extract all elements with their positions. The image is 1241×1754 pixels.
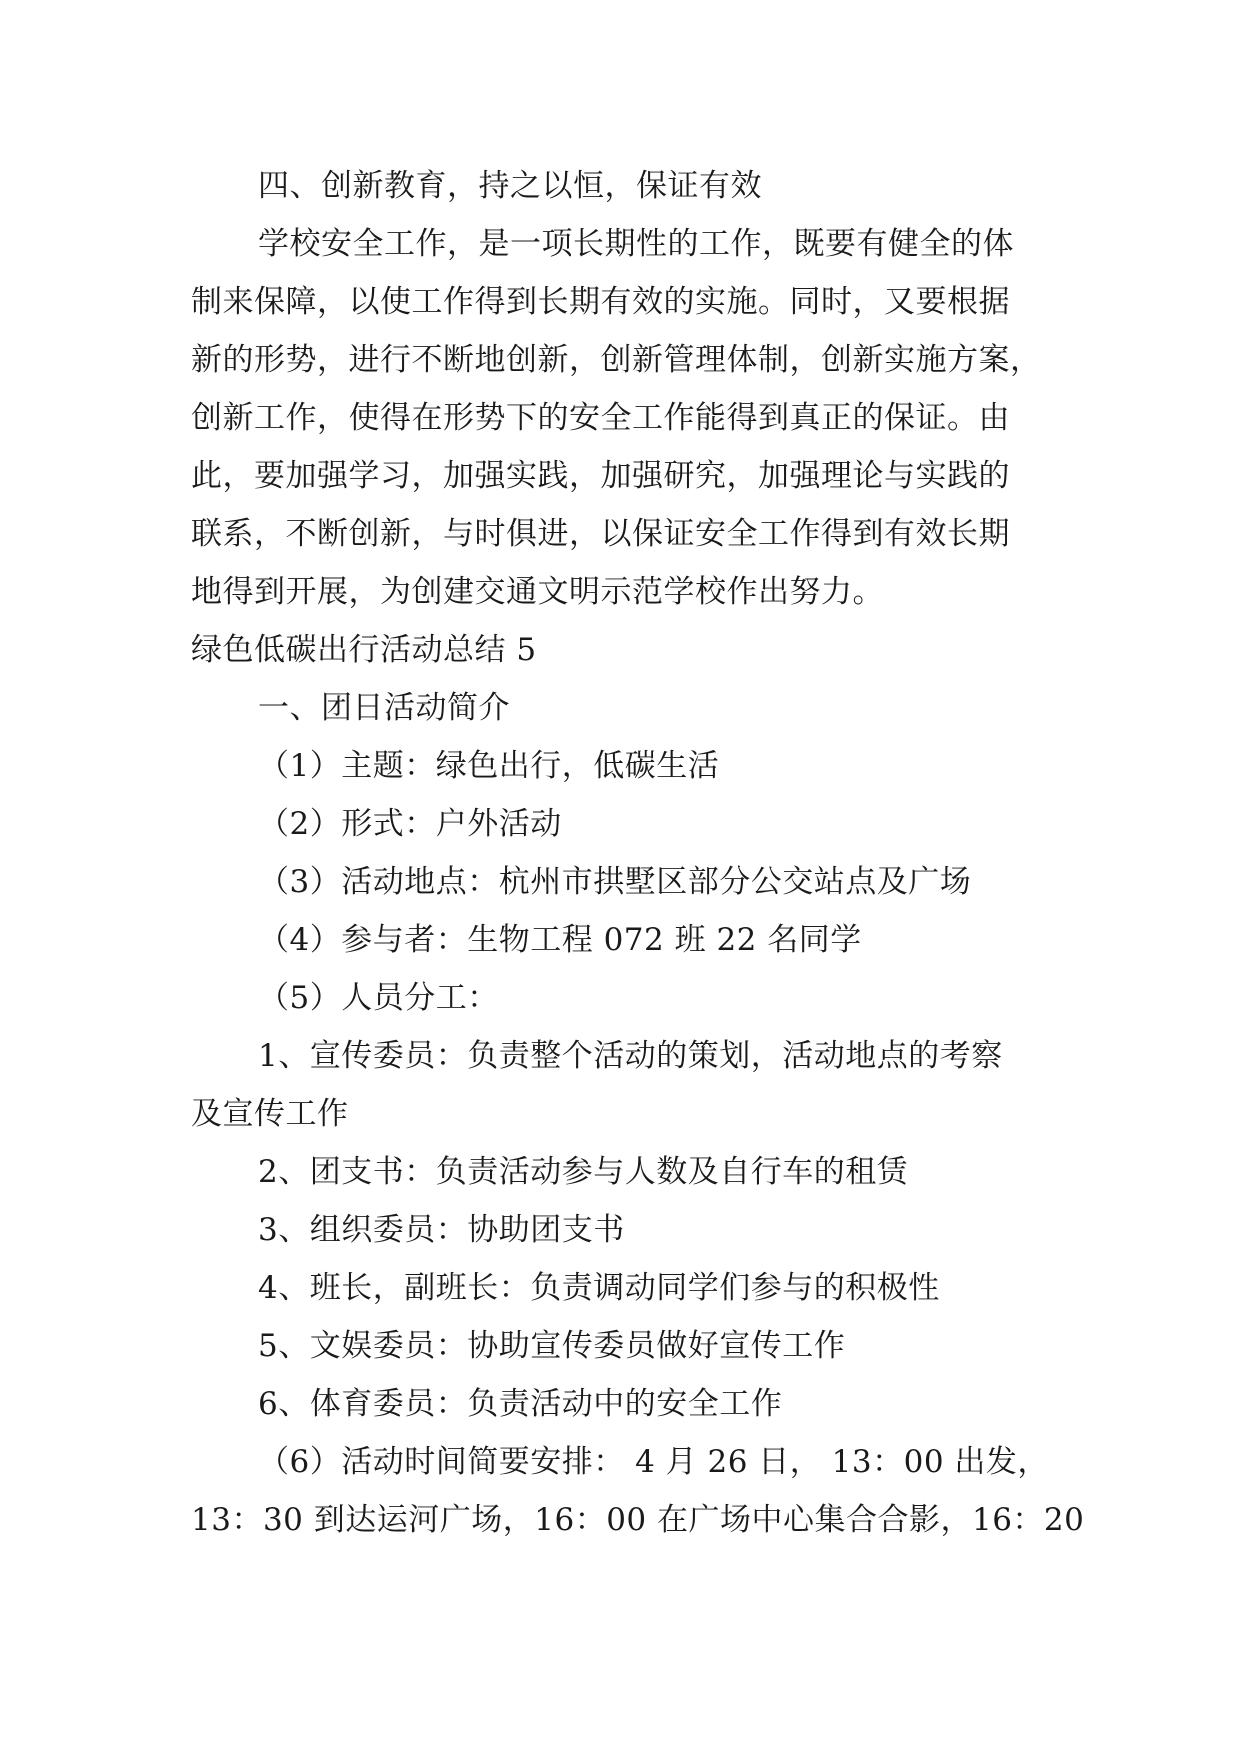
paragraph-line: 此，要加强学习，加强实践，加强研究，加强理论与实践的 (191, 458, 1010, 494)
role-item-continuation: 及宣传工作 (191, 1096, 349, 1132)
schedule-item-continuation: 13：30 到达运河广场，16：00 在广场中心集合合影，16：20 (191, 1502, 1085, 1538)
list-item: （4）参与者：生物工程 072 班 22 名同学 (258, 922, 862, 958)
role-item: 4、班长，副班长：负责调动同学们参与的积极性 (258, 1270, 940, 1306)
paragraph-line: 联系，不断创新，与时俱进，以保证安全工作得到有效长期 (191, 516, 1010, 552)
role-item: 2、团支书：负责活动参与人数及自行车的租赁 (258, 1154, 909, 1190)
role-item: 3、组织委员：协助团支书 (258, 1212, 625, 1248)
list-item: （1）主题：绿色出行，低碳生活 (258, 748, 720, 784)
list-item: （5）人员分工： (258, 980, 499, 1016)
document-title: 绿色低碳出行活动总结 5 (191, 632, 537, 668)
schedule-item: （6）活动时间简要安排： 4 月 26 日， 13：00 出发， (258, 1444, 1049, 1480)
role-item: 5、文娱委员：协助宣传委员做好宣传工作 (258, 1328, 846, 1364)
paragraph-line: 地得到开展，为创建交通文明示范学校作出努力。 (191, 574, 884, 610)
paragraph-line: 新的形势，进行不断地创新，创新管理体制，创新实施方案， (191, 342, 1042, 378)
paragraph-line: 制来保障，以使工作得到长期有效的实施。同时，又要根据 (191, 284, 1010, 320)
role-item: 1、宣传委员：负责整个活动的策划，活动地点的考察 (258, 1038, 1003, 1074)
list-item: （2）形式：户外活动 (258, 806, 562, 842)
role-item: 6、体育委员：负责活动中的安全工作 (258, 1386, 783, 1422)
paragraph-line: 创新工作，使得在形势下的安全工作能得到真正的保证。由 (191, 400, 1010, 436)
list-item: （3）活动地点：杭州市拱墅区部分公交站点及广场 (258, 864, 972, 900)
section-heading-overview: 一、团日活动简介 (258, 690, 510, 726)
section-heading-innovation: 四、创新教育，持之以恒，保证有效 (258, 168, 762, 204)
paragraph-line: 学校安全工作，是一项长期性的工作，既要有健全的体 (258, 226, 1014, 262)
